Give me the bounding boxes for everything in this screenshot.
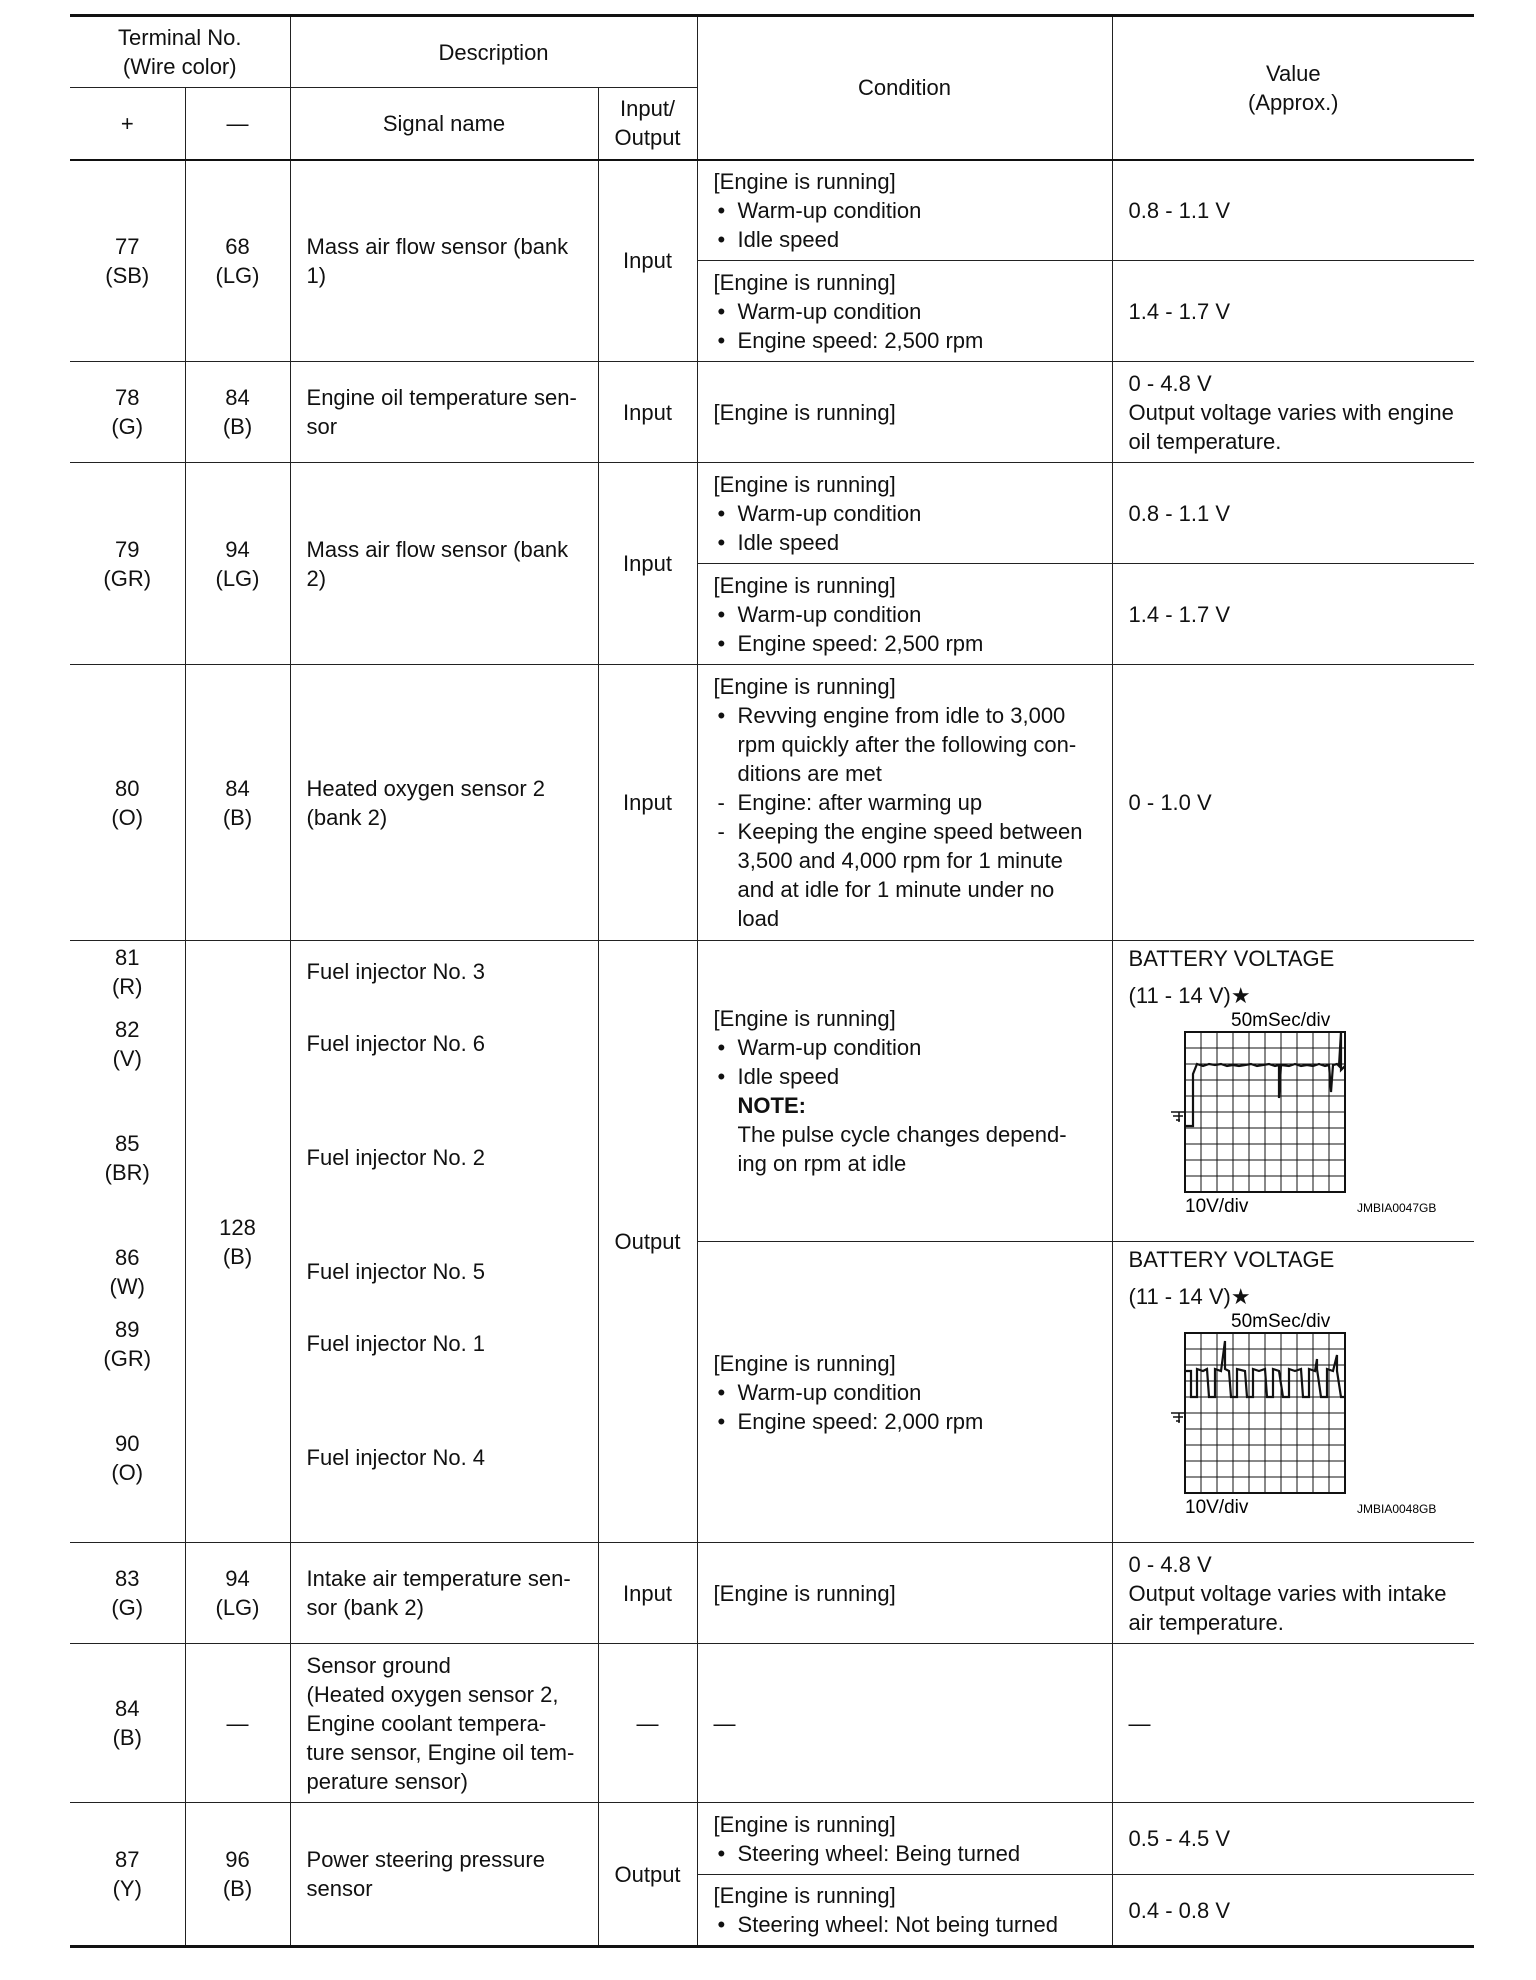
terminal-number: 87 xyxy=(115,1847,140,1872)
condition-heading: [Engine is running] xyxy=(713,674,896,699)
input-output: Output xyxy=(598,1803,697,1947)
table-row xyxy=(70,665,1474,941)
terminal-number: 84 xyxy=(225,385,250,410)
header-terminal-no-line1: Terminal No. xyxy=(118,25,242,50)
table-row xyxy=(70,941,1474,1242)
signal-name-line1: Sensor ground xyxy=(306,1652,451,1678)
signal-name: Fuel injector No. 6 xyxy=(306,1031,486,1056)
wire-color: (B) xyxy=(222,804,253,830)
condition-bullet: • Steering wheel: Not being turned xyxy=(714,1910,1096,1939)
signal-name: Heated oxygen sensor 2 (bank 2) xyxy=(290,665,598,941)
value-label: BATTERY VOLTAGE xyxy=(1128,1247,1335,1272)
terminal-plus-cell xyxy=(70,463,185,665)
signal-name: Fuel injector No. 4 xyxy=(306,1445,486,1470)
wire-color: (B) xyxy=(112,1725,142,1750)
terminal-number: 82 xyxy=(115,1017,140,1042)
terminal-minus-cell xyxy=(185,665,290,941)
condition-cell: [Engine is running] xyxy=(697,362,1112,463)
table-row xyxy=(70,463,1474,564)
table-row xyxy=(70,362,1474,463)
header-io-line1: Input/ xyxy=(620,96,676,122)
terminal-minus-cell: — xyxy=(185,1644,290,1803)
value-range: 0 - 4.8 V xyxy=(1128,1551,1212,1577)
value-cell xyxy=(1112,1242,1474,1543)
condition-dash-item: - Engine: after warming up xyxy=(714,788,1096,817)
terminal-number: 89 xyxy=(115,1317,140,1342)
note-title: NOTE: xyxy=(737,1093,806,1118)
value-cell: 1.4 - 1.7 V xyxy=(1112,261,1474,362)
condition-bullet: • Warm-up condition xyxy=(714,196,1096,225)
terminal-plus-cell xyxy=(70,1543,185,1644)
terminal-number: 80 xyxy=(115,775,140,801)
signal-name: Fuel injector No. 3 xyxy=(306,959,486,984)
input-output: Output xyxy=(598,941,697,1543)
terminal-85 xyxy=(74,1129,181,1187)
table-row xyxy=(70,1543,1474,1644)
terminal-number: 81 xyxy=(115,945,140,970)
ground-symbol xyxy=(1171,1112,1185,1122)
header-signal-name: Signal name xyxy=(290,88,598,160)
value-cell xyxy=(1112,362,1474,463)
condition-bullet: • Warm-up condition xyxy=(714,499,1096,528)
ground-symbol xyxy=(1171,1413,1185,1423)
condition-heading: [Engine is running] xyxy=(713,1006,896,1031)
condition-heading: [Engine is running] xyxy=(713,1350,896,1376)
terminal-minus-cell xyxy=(185,463,290,665)
terminal-minus-cell xyxy=(185,941,290,1543)
wire-color: (Y) xyxy=(112,1876,142,1901)
scope-time-div: 50mSec/div xyxy=(1230,1010,1330,1031)
value-cell xyxy=(1112,1543,1474,1644)
signal-name: Fuel injector No. 1 xyxy=(306,1331,486,1356)
signal-name: Mass air flow sensor (bank 2) xyxy=(290,463,598,665)
value-cell: — xyxy=(1112,1644,1474,1803)
header-input-output xyxy=(598,88,697,160)
terminal-number: 84 xyxy=(225,775,250,801)
condition-bullet: • Warm-up condition xyxy=(714,297,1096,326)
header-condition: Condition xyxy=(697,16,1112,160)
wire-color: (B) xyxy=(222,414,253,439)
input-output: Input xyxy=(598,463,697,665)
input-output: Input xyxy=(598,160,697,362)
condition-cell xyxy=(697,1875,1112,1947)
terminal-plus-cell xyxy=(70,1644,185,1803)
condition-heading: [Engine is running] xyxy=(713,1811,896,1837)
terminal-number: 79 xyxy=(115,536,140,562)
input-output: Input xyxy=(598,362,697,463)
wire-color: (LG) xyxy=(215,262,260,288)
table-row xyxy=(70,160,1474,261)
wire-color: (BR) xyxy=(104,1160,150,1185)
condition-bullet: • Steering wheel: Being turned xyxy=(714,1839,1096,1868)
value-note: Output voltage varies with intake air temperature. xyxy=(1128,1580,1447,1635)
value-range: 0 - 4.8 V xyxy=(1128,370,1212,396)
terminal-90 xyxy=(74,1429,181,1487)
condition-cell xyxy=(697,1242,1112,1543)
wire-color: (B) xyxy=(222,1876,253,1901)
terminal-minus-cell xyxy=(185,362,290,463)
terminal-number: 84 xyxy=(115,1696,140,1721)
wire-color: (LG) xyxy=(215,1595,260,1620)
condition-cell xyxy=(697,1803,1112,1875)
condition-cell xyxy=(697,261,1112,362)
signal-name: Intake air temperature sen- sor (bank 2) xyxy=(290,1543,598,1644)
header-terminal-no xyxy=(70,16,290,88)
condition-cell xyxy=(697,941,1112,1242)
terminal-plus-cell xyxy=(70,362,185,463)
condition-heading: [Engine is running] xyxy=(713,269,896,295)
value-cell xyxy=(1112,941,1474,1242)
terminal-plus-cell xyxy=(70,665,185,941)
signal-name: Fuel injector No. 5 xyxy=(306,1259,486,1284)
condition-bullet: • Idle speed xyxy=(714,528,1096,557)
terminal-number: 83 xyxy=(115,1566,140,1591)
condition-bullet: • Engine speed: 2,500 rpm xyxy=(714,326,1096,355)
signal-name: Power steering pressure sensor xyxy=(290,1803,598,1947)
header-description: Description xyxy=(290,16,697,88)
condition-cell: [Engine is running] xyxy=(697,1543,1112,1644)
terminal-number: 77 xyxy=(115,233,140,259)
scope-volt-div: 10V/div xyxy=(1184,1196,1248,1217)
condition-bullet: • Engine speed: 2,000 rpm xyxy=(714,1407,1096,1436)
condition-cell xyxy=(697,463,1112,564)
value-range: (11 - 14 V)★ xyxy=(1128,983,1251,1008)
terminal-minus-cell xyxy=(185,1803,290,1947)
value-label: BATTERY VOLTAGE xyxy=(1128,946,1335,971)
condition-bullet: • Warm-up condition xyxy=(714,600,1096,629)
terminal-number: 78 xyxy=(115,385,140,410)
wire-color: (V) xyxy=(112,1046,142,1071)
terminal-number: 85 xyxy=(115,1131,140,1156)
table-row xyxy=(70,1644,1474,1803)
terminal-number: 128 xyxy=(219,1214,256,1240)
condition-cell xyxy=(697,564,1112,665)
terminal-86 xyxy=(74,1243,181,1301)
condition-cell xyxy=(697,160,1112,261)
terminal-plus-cell xyxy=(70,941,185,1543)
condition-bullet: • Revving engine from idle to 3,000 rpm quickly after the following con- ditions are met xyxy=(714,701,1096,788)
input-output: Input xyxy=(598,1543,697,1644)
header-plus: + xyxy=(70,88,185,160)
terminal-number: 90 xyxy=(115,1431,140,1456)
condition-bullet: • Warm-up condition xyxy=(714,1378,1096,1407)
wire-color: (LG) xyxy=(215,565,260,591)
condition-heading: [Engine is running] xyxy=(713,1883,896,1908)
value-cell: 0.5 - 4.5 V xyxy=(1112,1803,1474,1875)
condition-heading: [Engine is running] xyxy=(713,471,896,497)
scope-grid xyxy=(1185,1333,1345,1493)
wire-color: (G) xyxy=(111,414,144,439)
signal-name: Engine oil temperature sen- sor xyxy=(290,362,598,463)
signal-name: Fuel injector No. 2 xyxy=(306,1145,486,1170)
note-text: The pulse cycle changes depend- ing on rpm at idle xyxy=(737,1122,1067,1176)
condition-bullet: • Warm-up condition xyxy=(714,1033,1096,1062)
figure-code: JMBIA0047GB xyxy=(1356,1201,1436,1215)
signal-name xyxy=(290,1644,598,1803)
condition-bullet: • Idle speed xyxy=(714,225,1096,254)
value-cell: 0.8 - 1.1 V xyxy=(1112,463,1474,564)
table-row xyxy=(70,1803,1474,1875)
terminal-minus-cell xyxy=(185,1543,290,1644)
condition-bullet: • Idle speed xyxy=(714,1062,1096,1091)
condition-cell: — xyxy=(697,1644,1112,1803)
condition-heading: [Engine is running] xyxy=(713,572,896,598)
scope-volt-div: 10V/div xyxy=(1184,1497,1248,1518)
wire-color: (O) xyxy=(111,1460,144,1485)
condition-heading: [Engine is running] xyxy=(713,168,896,194)
terminal-89 xyxy=(74,1315,181,1373)
terminal-number: 94 xyxy=(225,536,250,562)
wire-color: (O) xyxy=(111,804,144,830)
header-value-line2: (Approx.) xyxy=(1248,89,1339,115)
header-io-line2: Output xyxy=(614,125,681,151)
condition-cell xyxy=(697,665,1112,941)
value-cell: 0 - 1.0 V xyxy=(1112,665,1474,941)
input-output: — xyxy=(598,1644,697,1803)
signal-name-detail: (Heated oxygen sensor 2, Engine coolant tempera- ture sensor, Engine oil tem- perature sensor) xyxy=(306,1681,575,1794)
oscilloscope-2000rpm xyxy=(1129,1311,1459,1521)
oscilloscope-idle xyxy=(1129,1010,1459,1220)
terminal-number: 94 xyxy=(225,1566,250,1591)
value-cell: 0.4 - 0.8 V xyxy=(1112,1875,1474,1947)
scope-grid xyxy=(1185,1032,1345,1192)
figure-code: JMBIA0048GB xyxy=(1356,1502,1436,1516)
terminal-plus-cell xyxy=(70,160,185,362)
input-output: Input xyxy=(598,665,697,941)
ecm-terminal-table xyxy=(70,14,1474,1948)
terminal-number: 86 xyxy=(115,1245,140,1270)
value-cell: 0.8 - 1.1 V xyxy=(1112,160,1474,261)
wire-color: (W) xyxy=(109,1274,145,1299)
terminal-81 xyxy=(74,943,181,1001)
wire-color: (R) xyxy=(111,974,143,999)
terminal-plus-cell xyxy=(70,1803,185,1947)
signal-name: Mass air flow sensor (bank 1) xyxy=(290,160,598,362)
wire-color: (GR) xyxy=(103,565,152,591)
condition-dash-item: - Keeping the engine speed between 3,500 and 4,000 rpm for 1 minute and at idle for 1 minute under no load xyxy=(714,817,1096,933)
condition-bullet: • Engine speed: 2,500 rpm xyxy=(714,629,1096,658)
terminal-number: 96 xyxy=(225,1847,250,1872)
header-value-line1: Value xyxy=(1265,60,1321,86)
header-value xyxy=(1112,16,1474,160)
value-range: (11 - 14 V)★ xyxy=(1128,1284,1251,1309)
wire-color: (SB) xyxy=(105,262,150,288)
header-terminal-no-line2: (Wire color) xyxy=(122,54,237,79)
wire-color: (B) xyxy=(222,1243,253,1269)
wire-color: (G) xyxy=(111,1595,144,1620)
terminal-minus-cell xyxy=(185,160,290,362)
terminal-number: 68 xyxy=(225,233,250,259)
signal-name-cell xyxy=(290,941,598,1543)
value-cell: 1.4 - 1.7 V xyxy=(1112,564,1474,665)
value-note: Output voltage varies with engine oil temperature. xyxy=(1128,399,1454,454)
scope-time-div: 50mSec/div xyxy=(1230,1311,1330,1332)
wire-color: (GR) xyxy=(103,1346,152,1371)
terminal-82 xyxy=(74,1015,181,1073)
header-minus: — xyxy=(185,88,290,160)
